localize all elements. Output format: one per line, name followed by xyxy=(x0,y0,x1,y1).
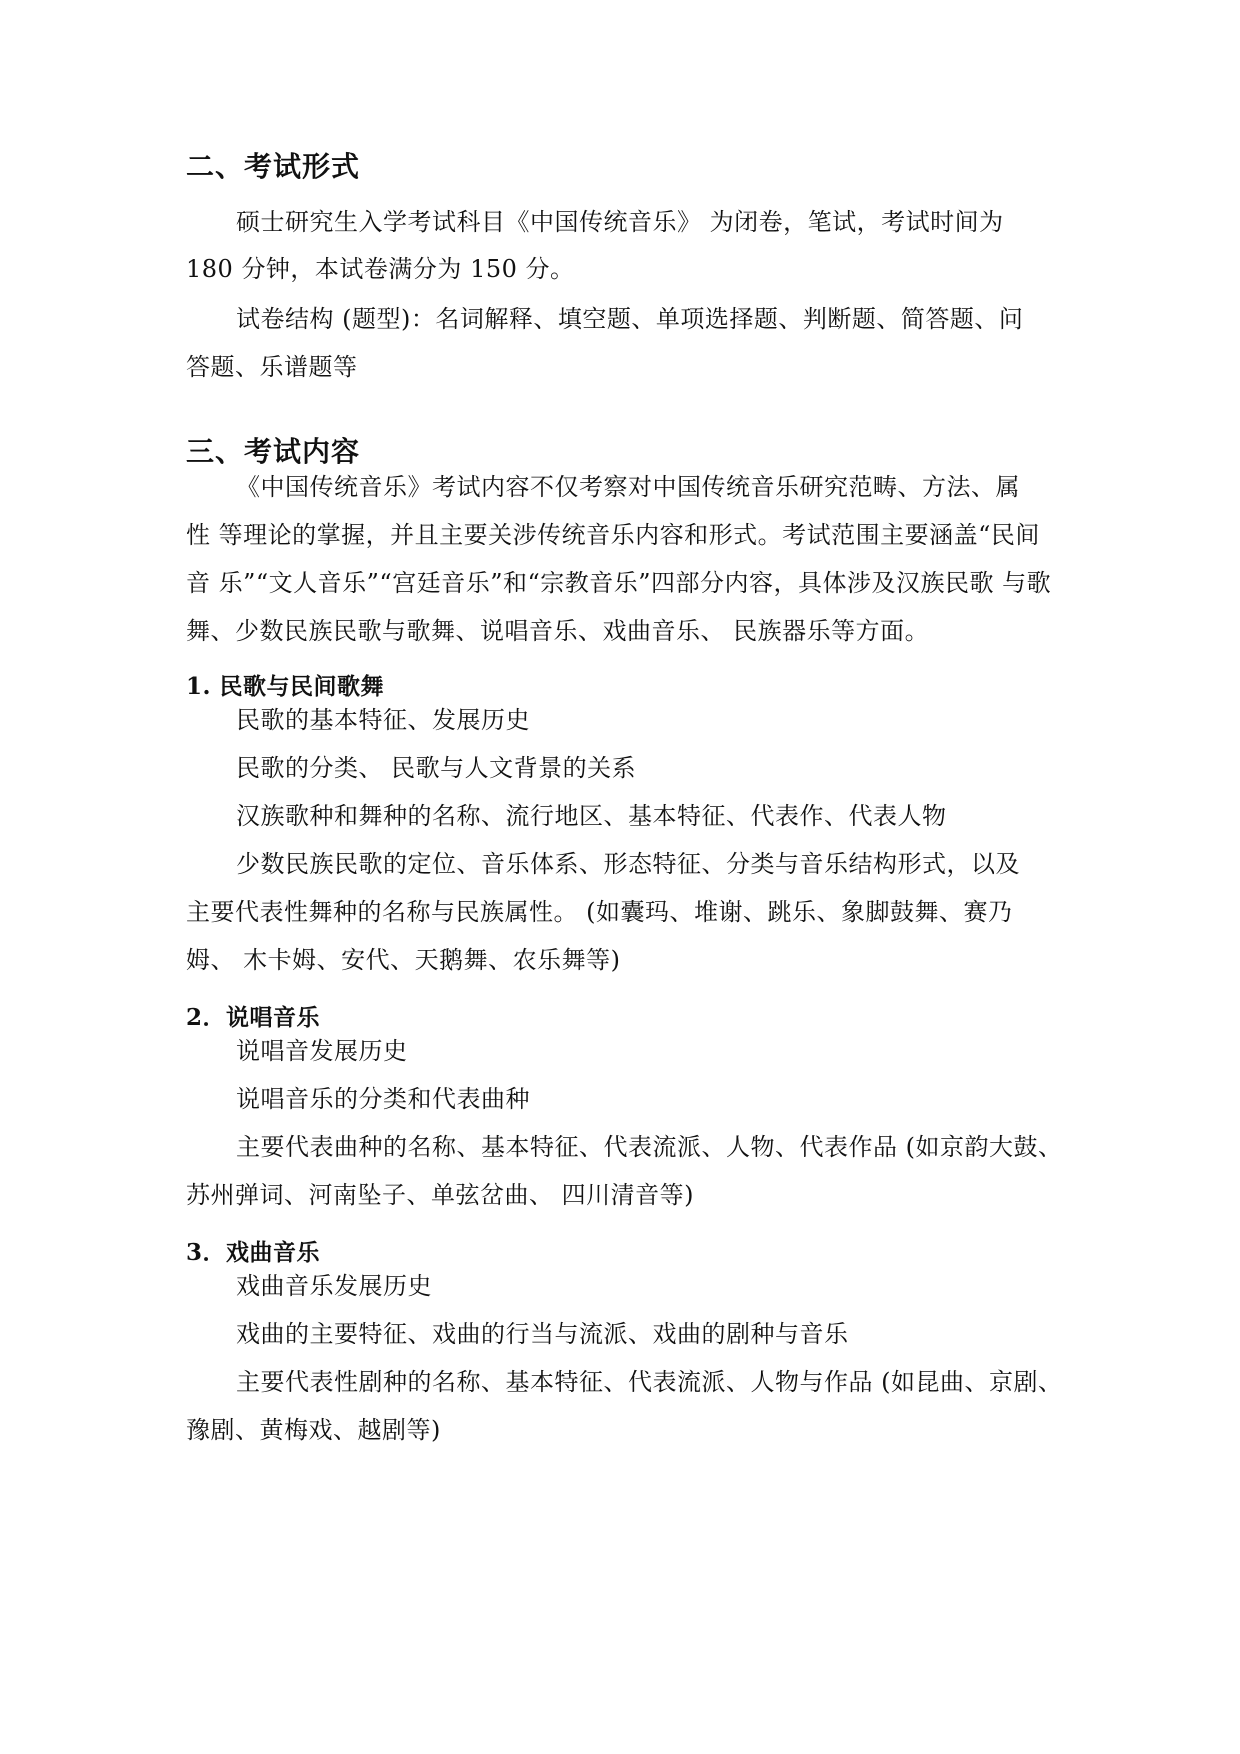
subsection-1-line-2: 民歌的分类、 民歌与人文背景的关系 xyxy=(236,754,637,782)
section-3-intro-line-1: 《中国传统音乐》考试内容不仅考察对中国传统音乐研究范畴、方法、属 xyxy=(236,473,1020,501)
subsection-2-heading: 2．说唱音乐 xyxy=(186,1004,321,1031)
section-2-paragraph-1-line-1: 硕士研究生入学考试科目《中国传统音乐》 为闭卷，笔试，考试时间为 xyxy=(236,208,1004,236)
section-3-intro-line-4: 舞、少数民族民歌与歌舞、说唱音乐、戏曲音乐、 民族器乐等方面。 xyxy=(186,617,930,645)
section-2-paragraph-2-line-1: 试卷结构 (题型)：名词解释、填空题、单项选择题、判断题、简答题、问 xyxy=(236,305,1024,333)
subsection-2-line-2: 说唱音乐的分类和代表曲种 xyxy=(236,1085,530,1113)
section-3-intro-line-2: 性 等理论的掌握，并且主要关涉传统音乐内容和形式。考试范围主要涵盖“民间 xyxy=(186,521,1040,549)
section-3-intro-line-3: 音 乐”“文人音乐”“宫廷音乐”和“宗教音乐”四部分内容，具体涉及汉族民歌 与歌 xyxy=(186,569,1052,597)
section-3-heading: 三、考试内容 xyxy=(186,435,361,468)
section-2-paragraph-2-line-2: 答题、乐谱题等 xyxy=(186,353,358,381)
subsection-1-line-4a: 少数民族民歌的定位、音乐体系、形态特征、分类与音乐结构形式，以及 xyxy=(236,850,1020,878)
subsection-1-line-4c: 姆、 木卡姆、安代、天鹅舞、农乐舞等) xyxy=(186,946,621,974)
section-2-heading: 二、考试形式 xyxy=(186,150,361,183)
subsection-3-line-3b: 豫剧、黄梅戏、越剧等) xyxy=(186,1416,441,1444)
subsection-1-heading: 1. 民歌与民间歌舞 xyxy=(186,673,385,700)
subsection-3-line-2: 戏曲的主要特征、戏曲的行当与流派、戏曲的剧种与音乐 xyxy=(236,1320,849,1348)
subsection-2-line-3a: 主要代表曲种的名称、基本特征、代表流派、人物、代表作品 (如京韵大鼓、 xyxy=(236,1133,1063,1161)
subsection-2-line-3b: 苏州弹词、河南坠子、单弦岔曲、 四川清音等) xyxy=(186,1181,694,1209)
subsection-3-line-1: 戏曲音乐发展历史 xyxy=(236,1272,432,1300)
subsection-1-line-4b: 主要代表性舞种的名称与民族属性。 (如囊玛、堆谢、跳乐、象脚鼓舞、赛乃 xyxy=(186,898,1013,926)
section-2-paragraph-1-line-2: 180 分钟，本试卷满分为 150 分。 xyxy=(186,255,575,283)
subsection-3-heading: 3．戏曲音乐 xyxy=(186,1239,321,1266)
subsection-1-line-1: 民歌的基本特征、发展历史 xyxy=(236,706,530,734)
subsection-2-line-1: 说唱音发展历史 xyxy=(236,1037,408,1065)
subsection-3-line-3a: 主要代表性剧种的名称、基本特征、代表流派、人物与作品 (如昆曲、京剧、 xyxy=(236,1368,1063,1396)
subsection-1-line-3: 汉族歌种和舞种的名称、流行地区、基本特征、代表作、代表人物 xyxy=(236,802,947,830)
